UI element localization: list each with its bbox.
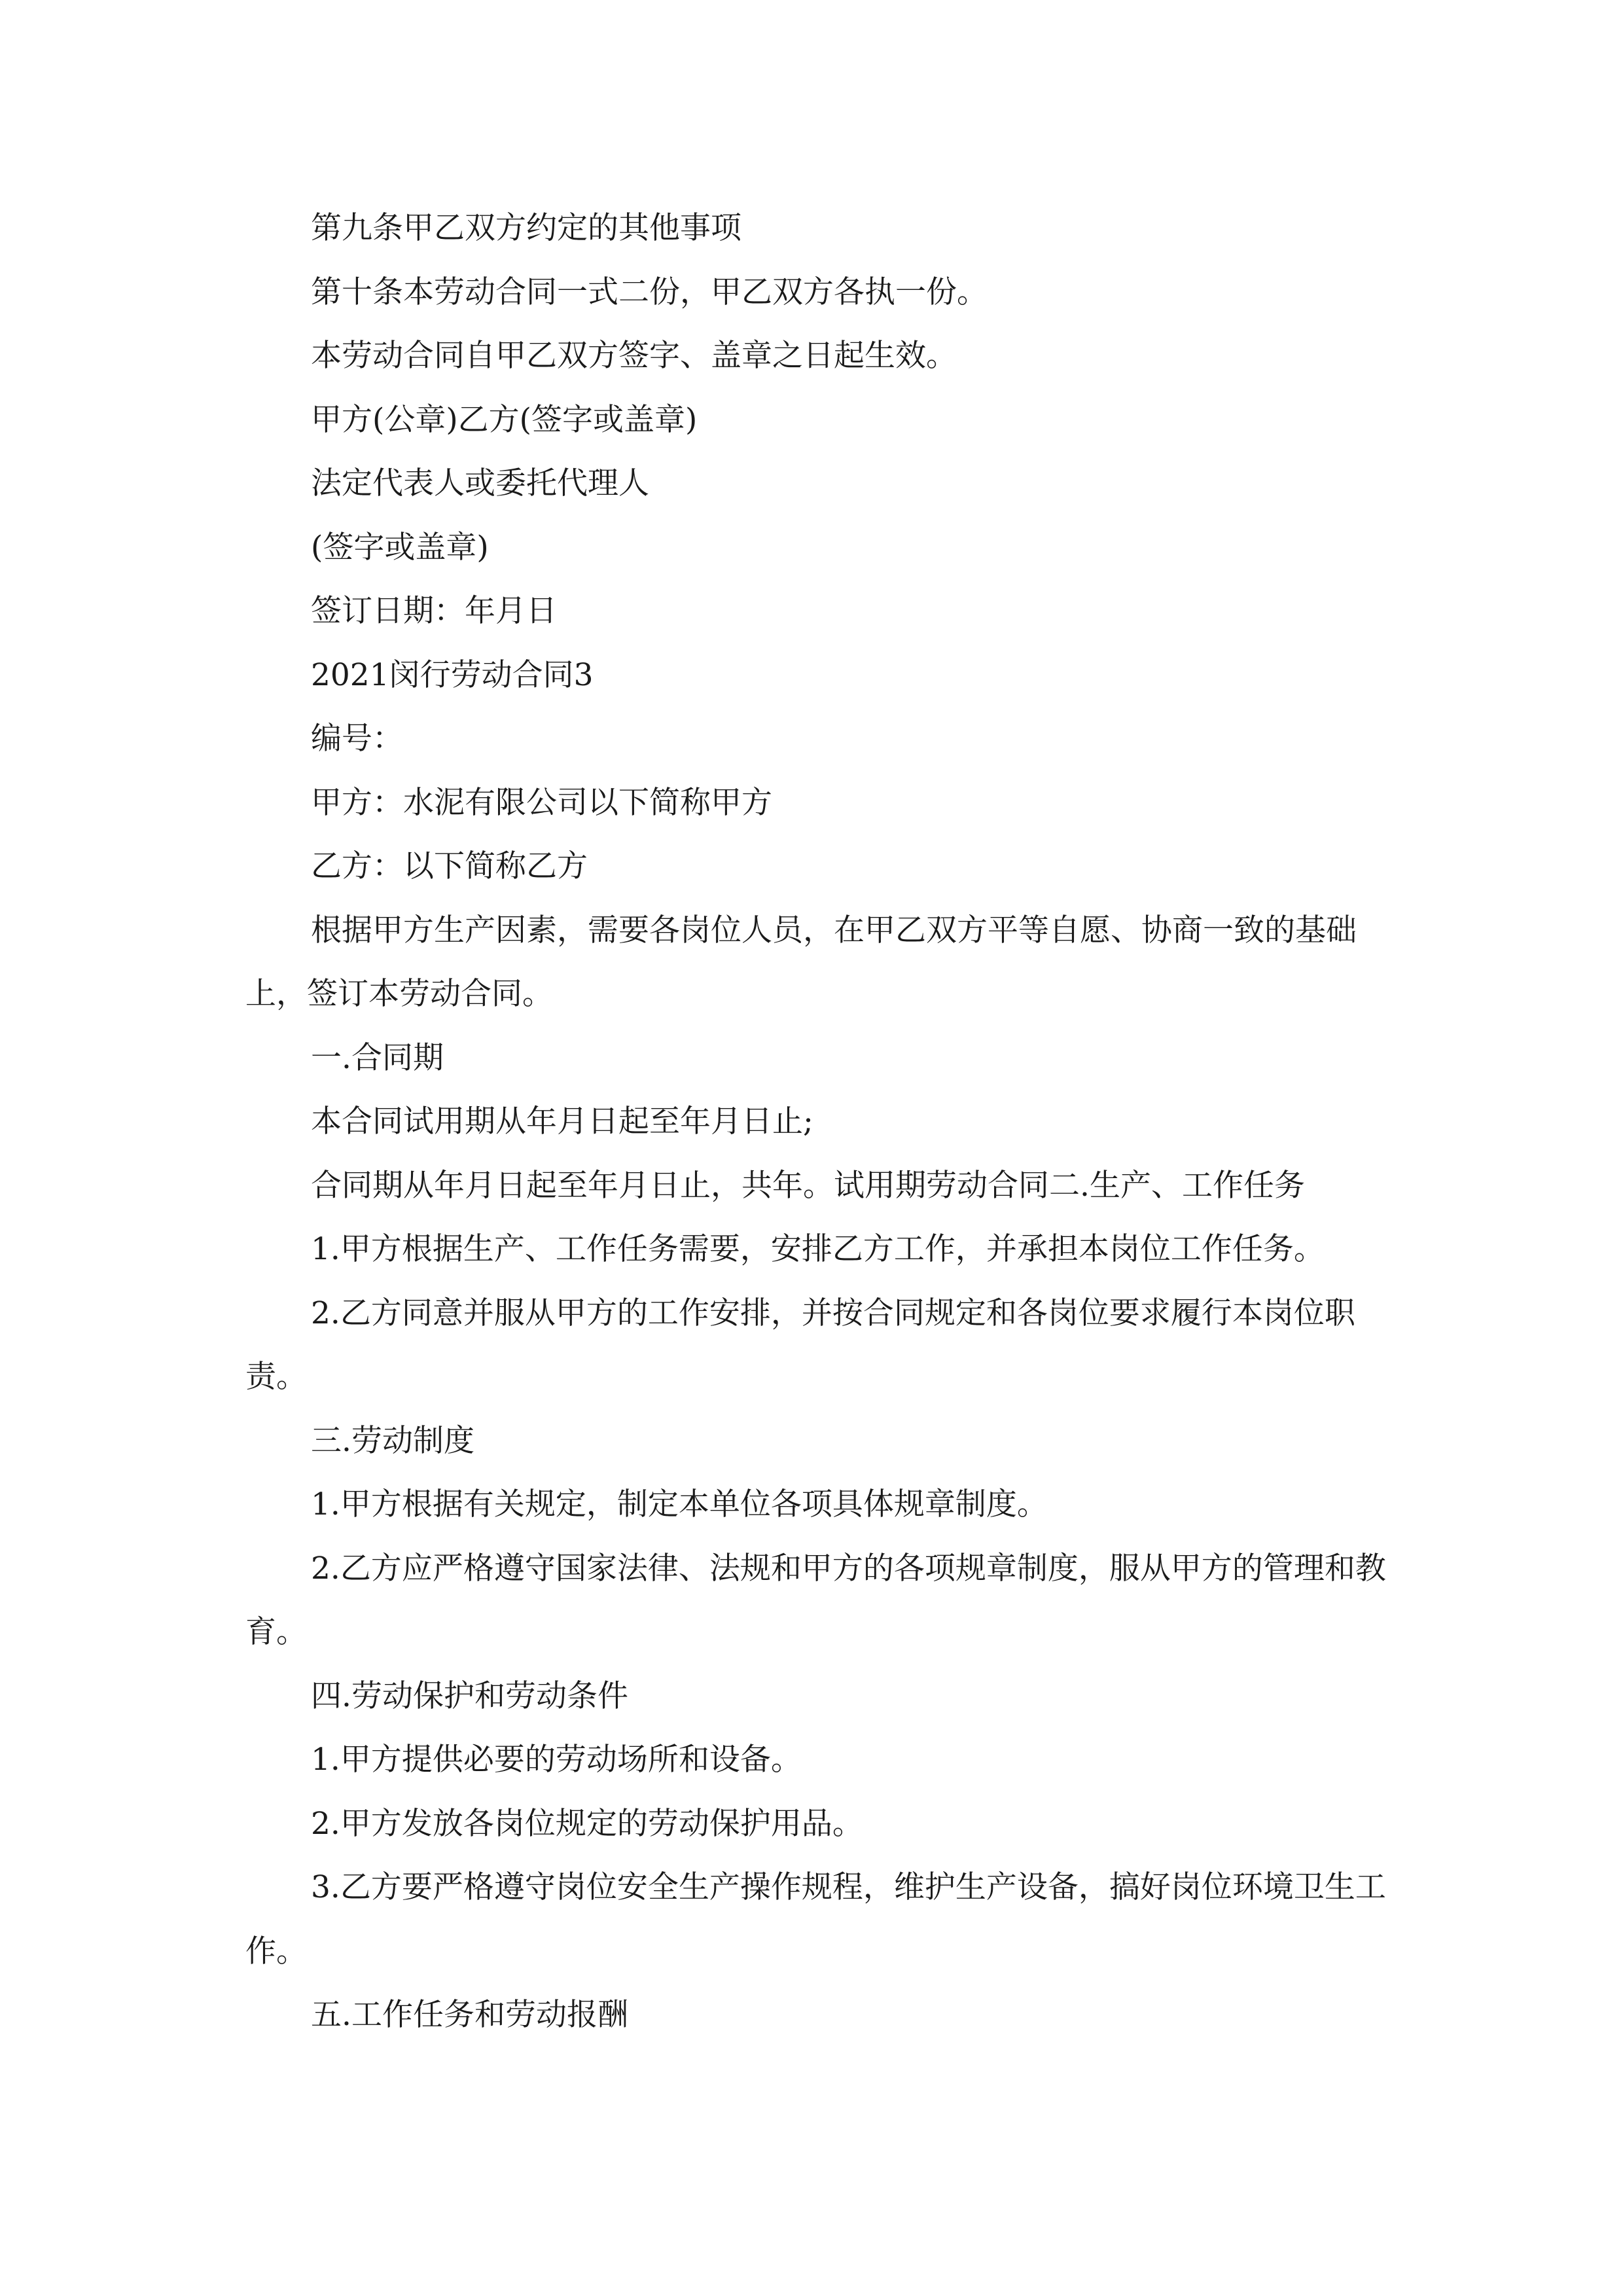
signature-note: (签字或盖章) [311, 529, 489, 565]
contract-preamble: 根据甲方生产因素，需要各岗位人员，在甲乙双方平等自愿、协商一致的基础上，签订本劳动合同。 [245, 912, 1357, 1012]
section-two-item-2: 2.乙方同意并服从甲方的工作安排，并按合同规定和各岗位要求履行本岗位职责。 [245, 1295, 1355, 1395]
section-two-item-1: 1.甲方根据生产、工作任务需要，安排乙方工作，并承担本岗位工作任务。 [311, 1231, 1325, 1267]
section-one-heading: 一.合同期 [311, 1039, 444, 1076]
contract-title: 2021闵行劳动合同3 [311, 656, 594, 693]
party-a: 甲方：水泥有限公司以下简称甲方 [311, 784, 772, 821]
effective-date-clause: 本劳动合同自甲乙双方签字、盖章之日起生效。 [311, 338, 957, 374]
clause-ten-copies: 第十条本劳动合同一式二份，甲乙双方各执一份。 [311, 274, 988, 310]
section-four-item-1: 1.甲方提供必要的劳动场所和设备。 [311, 1742, 802, 1778]
section-four-heading: 四.劳动保护和劳动条件 [311, 1677, 628, 1714]
document-body [245, 196, 1397, 2047]
clause-nine-heading: 第九条甲乙双方约定的其他事项 [311, 210, 741, 246]
party-b: 乙方：以下简称乙方 [311, 848, 588, 884]
section-four-item-2: 2.甲方发放各岗位规定的劳动保护用品。 [311, 1805, 863, 1842]
contract-period: 合同期从年月日起至年月日止，共年。试用期劳动合同二.生产、工作任务 [311, 1167, 1305, 1204]
signing-date: 签订日期：年月日 [311, 593, 557, 629]
section-four-item-3: 3.乙方要严格遵守岗位安全生产操作规程，维护生产设备，搞好岗位环境卫生工作。 [245, 1869, 1386, 1969]
legal-representative: 法定代表人或委托代理人 [311, 465, 649, 501]
probation-period: 本合同试用期从年月日起至年月日止; [311, 1103, 813, 1139]
contract-number: 编号： [311, 721, 403, 757]
section-three-item-1: 1.甲方根据有关规定，制定本单位各项具体规章制度。 [311, 1486, 1048, 1522]
section-three-item-2: 2.乙方应严格遵守国家法律、法规和甲方的各项规章制度，服从甲方的管理和教育。 [245, 1550, 1386, 1650]
section-five-heading: 五.工作任务和劳动报酬 [311, 1997, 628, 2033]
signature-parties: 甲方(公章)乙方(签字或盖章) [311, 401, 698, 438]
section-three-heading: 三.劳动制度 [311, 1422, 474, 1459]
